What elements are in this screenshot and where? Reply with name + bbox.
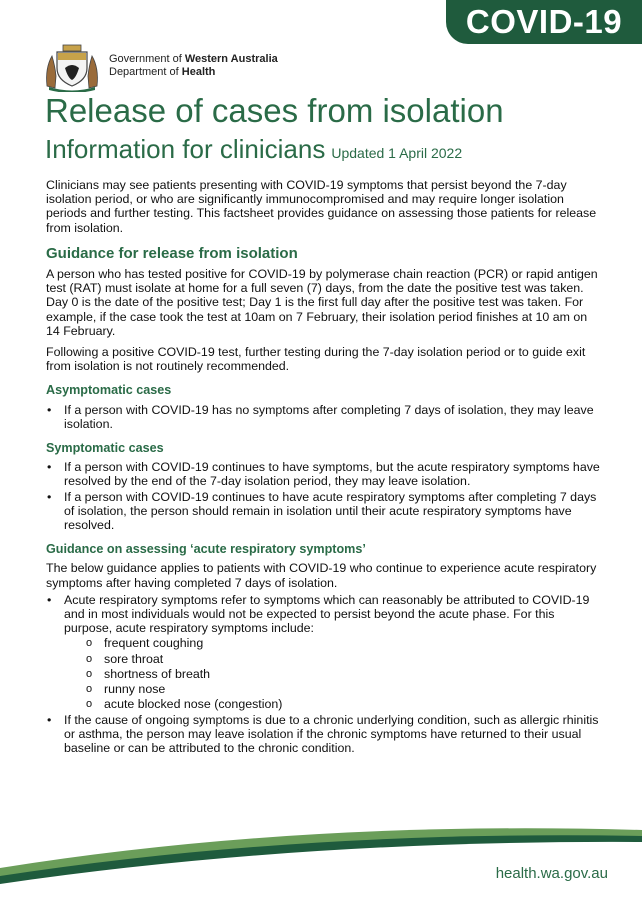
asymptomatic-heading: Asymptomatic cases [46, 383, 172, 398]
symptom-item: o frequent coughing [64, 636, 602, 650]
list-item: • If the cause of ongoing symptoms is due to a chronic underlying condition, such as allergic rhinitis or asthma, the person may leave isolation if the chronic symptoms have returned to their usual baseline or can be attributed to the chronic condition. [46, 713, 602, 756]
symptom-item: o sore throat [64, 652, 602, 666]
list-item: • If a person with COVID-19 continues to have symptoms, but the acute respiratory symptoms have resolved by the end of the 7-day isolation period, they may leave isolation. [46, 460, 602, 488]
list-item [46, 593, 602, 712]
intro-paragraph: Clinicians may see patients presenting with COVID-19 symptoms that persist beyond the 7-day isolation period, or who are significantly immunocompromised and may require longer isolation periods and further testing. This factsheet provides guidance on assessing those patients for release from isolation. [46, 178, 597, 235]
page-title: Release of cases from isolation [45, 92, 504, 129]
footer-url: health.wa.gov.au [495, 865, 608, 882]
symptomatic-heading: Symptomatic cases [46, 441, 164, 456]
government-line: Government of Western Australia [109, 53, 278, 65]
government-header [109, 53, 278, 79]
acute-list [46, 593, 602, 755]
guidance-paragraph-2: Following a positive COVID-19 test, further testing during the 7-day isolation period or to guide exit from isolation is not routinely recommended. [46, 345, 586, 374]
guidance-paragraph-1: A person who has tested positive for COVID-19 by polymerase chain reaction (PCR) or rapid antigen test (RAT) must isolate at home for a full seven (7) days, from the date the positive test was taken. Day 0 is the date of the positive test; Day 1 is the first full day after the positive test was taken. For example, if the case took the test at 10am on 7 February, their isolation period finishes at 10 am on 14 February. [46, 267, 598, 338]
asymptomatic-list [46, 403, 602, 431]
list-item: • If a person with COVID-19 has no symptoms after completing 7 days of isolation, they may leave isolation. [46, 403, 602, 431]
symptom-item: o runny nose [64, 682, 602, 696]
guidance-heading: Guidance for release from isolation [46, 244, 298, 262]
acute-heading: Guidance on assessing ‘acute respiratory symptoms’ [46, 542, 366, 557]
symptom-item: o shortness of breath [64, 667, 602, 681]
symptomatic-list [46, 460, 602, 532]
coat-of-arms-icon [43, 42, 101, 92]
covid-badge: COVID-19 [446, 0, 642, 44]
list-item: • If a person with COVID-19 continues to have acute respiratory symptoms after completing 7 days of isolation, the person should remain in isolation until their acute respiratory symptoms have resolved. [46, 490, 602, 533]
subtitle-line [45, 134, 462, 165]
page-subtitle: Information for clinicians [45, 134, 326, 164]
updated-date: Updated 1 April 2022 [331, 145, 463, 161]
symptom-item: o acute blocked nose (congestion) [64, 697, 602, 711]
factsheet-body [46, 178, 602, 759]
symptom-list [64, 636, 602, 711]
acute-bullet-text: Acute respiratory symptoms refer to symptoms which can reasonably be attributed to COVID-19 and in most individuals would not be expected to persist beyond the acute phase. For this purpose, acute respiratory symptoms include: [64, 592, 590, 636]
department-line: Department of Health [109, 66, 216, 78]
acute-intro: The below guidance applies to patients with COVID-19 who continue to experience acute respiratory symptoms after having completed 7 days of isolation. [46, 561, 597, 590]
